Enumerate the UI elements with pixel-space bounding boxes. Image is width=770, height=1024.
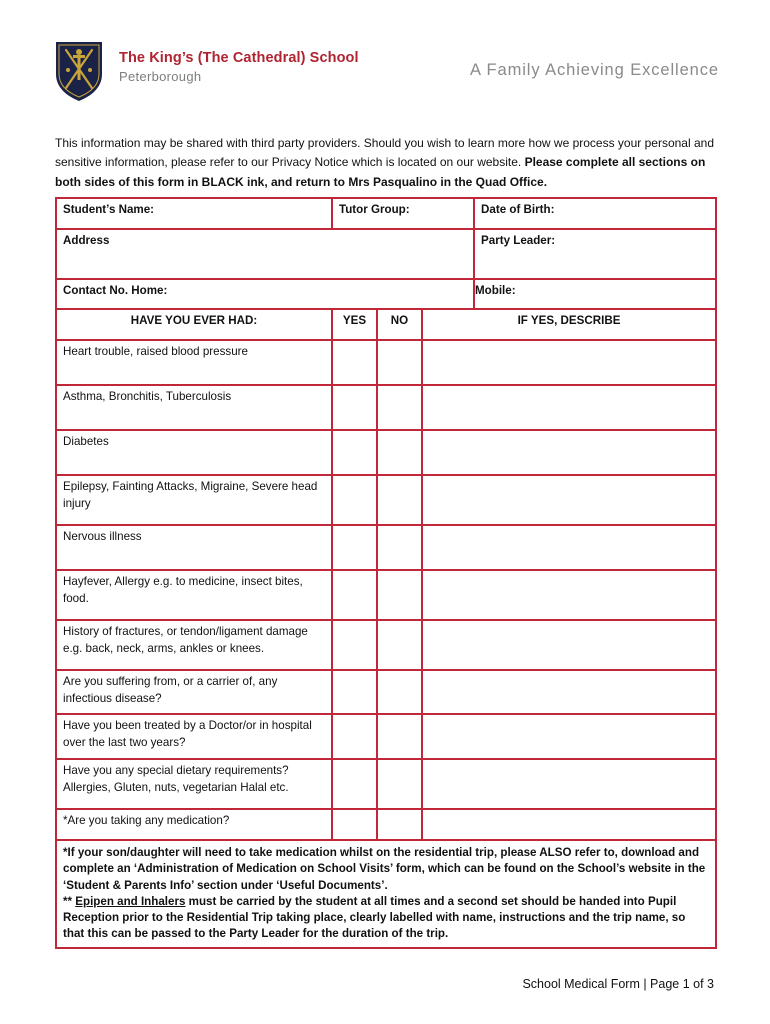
condition-row bbox=[56, 475, 716, 525]
have-you-ever-had-header: HAVE YOU EVER HAD: bbox=[56, 309, 332, 340]
no-checkbox-cell[interactable] bbox=[377, 759, 422, 809]
condition-row bbox=[56, 340, 716, 385]
condition-row bbox=[56, 385, 716, 430]
condition-row bbox=[56, 570, 716, 620]
condition-label: History of fractures, or tendon/ligament damage e.g. back, neck, arms, ankles or knees. bbox=[56, 620, 332, 670]
no-checkbox-cell[interactable] bbox=[377, 620, 422, 670]
epipen-note-underlined: Epipen and Inhalers bbox=[75, 894, 186, 908]
condition-row bbox=[56, 430, 716, 475]
yes-checkbox-cell[interactable] bbox=[332, 525, 377, 570]
epipen-note-prefix: ** bbox=[63, 894, 76, 908]
address-field[interactable]: Address bbox=[56, 229, 474, 279]
condition-row bbox=[56, 809, 716, 840]
yes-checkbox-cell[interactable] bbox=[332, 759, 377, 809]
describe-cell[interactable] bbox=[422, 525, 716, 570]
no-checkbox-cell[interactable] bbox=[377, 385, 422, 430]
condition-label: Epilepsy, Fainting Attacks, Migraine, Severe head injury bbox=[56, 475, 332, 525]
condition-label: Asthma, Bronchitis, Tuberculosis bbox=[56, 385, 332, 430]
yes-checkbox-cell[interactable] bbox=[332, 340, 377, 385]
condition-label: Hayfever, Allergy e.g. to medicine, insect bites, food. bbox=[56, 570, 332, 620]
yes-checkbox-cell[interactable] bbox=[332, 714, 377, 759]
medication-note bbox=[56, 840, 716, 948]
describe-cell[interactable] bbox=[422, 385, 716, 430]
school-motto: A Family Achieving Excellence bbox=[470, 61, 719, 79]
no-checkbox-cell[interactable] bbox=[377, 670, 422, 714]
no-checkbox-cell[interactable] bbox=[377, 714, 422, 759]
party-leader-field[interactable]: Party Leader: bbox=[474, 229, 716, 279]
describe-cell[interactable] bbox=[422, 759, 716, 809]
condition-row bbox=[56, 525, 716, 570]
intro-instruction: Please complete all sections on both sides of this form in BLACK ink, and return to Mrs Pasqualino in the Quad Office. bbox=[55, 155, 706, 189]
describe-cell[interactable] bbox=[422, 620, 716, 670]
condition-label: Are you suffering from, or a carrier of, any infectious disease? bbox=[56, 670, 332, 714]
condition-row bbox=[56, 759, 716, 809]
no-checkbox-cell[interactable] bbox=[377, 570, 422, 620]
yes-checkbox-cell[interactable] bbox=[332, 430, 377, 475]
medication-note-text: *If your son/daughter will need to take medication whilst on the residential trip, please ALSO refer to, download and complete an ‘Administration of Medication on School Visits’ form, which can be found on the School’s website in the ‘Student & Parents Info’ section under ‘Useful Documents’. bbox=[63, 846, 706, 892]
no-checkbox-cell[interactable] bbox=[377, 475, 422, 525]
student-name-field[interactable]: Student’s Name: bbox=[56, 198, 332, 229]
yes-checkbox-cell[interactable] bbox=[332, 670, 377, 714]
describe-cell[interactable] bbox=[422, 475, 716, 525]
page-footer: School Medical Form | Page 1 of 3 bbox=[522, 977, 714, 991]
no-header: NO bbox=[377, 309, 422, 340]
condition-label: *Are you taking any medication? bbox=[56, 809, 332, 840]
school-town: Peterborough bbox=[119, 69, 202, 84]
condition-row bbox=[56, 670, 716, 714]
contact-home-field[interactable]: Contact No. Home: bbox=[56, 279, 474, 309]
describe-cell[interactable] bbox=[422, 570, 716, 620]
yes-checkbox-cell[interactable] bbox=[332, 475, 377, 525]
condition-label: Have you been treated by a Doctor/or in hospital over the last two years? bbox=[56, 714, 332, 759]
condition-label: Nervous illness bbox=[56, 525, 332, 570]
epipen-note-text: must be carried by the student at all times and a second set should be handed into Pupil Reception prior to the Residential Trip taking place, clearly labelled with name, instructions and the trip name, so that this can be passed to the Party Leader for the duration of the trip. bbox=[63, 894, 686, 941]
describe-header: IF YES, DESCRIBE bbox=[422, 309, 716, 340]
describe-cell[interactable] bbox=[422, 809, 716, 840]
epipen-note bbox=[63, 894, 709, 943]
yes-checkbox-cell[interactable] bbox=[332, 570, 377, 620]
describe-cell[interactable] bbox=[422, 340, 716, 385]
condition-row bbox=[56, 714, 716, 759]
describe-cell[interactable] bbox=[422, 430, 716, 475]
yes-checkbox-cell[interactable] bbox=[332, 385, 377, 430]
yes-checkbox-cell[interactable] bbox=[332, 809, 377, 840]
intro-text: This information may be shared with third party providers. Should you wish to learn more how we process your personal and sensitive information, please refer to our Privacy Notice which is located on our website. bbox=[55, 136, 714, 170]
condition-row bbox=[56, 620, 716, 670]
condition-label: Heart trouble, raised blood pressure bbox=[56, 340, 332, 385]
condition-label: Diabetes bbox=[56, 430, 332, 475]
school-crest-logo bbox=[54, 40, 104, 102]
intro-paragraph bbox=[55, 134, 717, 192]
describe-cell[interactable] bbox=[422, 714, 716, 759]
mobile-field[interactable]: Mobile: bbox=[474, 279, 716, 309]
no-checkbox-cell[interactable] bbox=[377, 340, 422, 385]
school-name: The King’s (The Cathedral) School bbox=[119, 50, 359, 66]
describe-cell[interactable] bbox=[422, 670, 716, 714]
yes-header: YES bbox=[332, 309, 377, 340]
no-checkbox-cell[interactable] bbox=[377, 809, 422, 840]
yes-checkbox-cell[interactable] bbox=[332, 620, 377, 670]
no-checkbox-cell[interactable] bbox=[377, 525, 422, 570]
condition-label: Have you any special dietary requirements? Allergies, Gluten, nuts, vegetarian Halal etc. bbox=[56, 759, 332, 809]
tutor-group-field[interactable]: Tutor Group: bbox=[332, 198, 474, 229]
date-of-birth-field[interactable]: Date of Birth: bbox=[474, 198, 716, 229]
no-checkbox-cell[interactable] bbox=[377, 430, 422, 475]
medical-form-table bbox=[55, 197, 717, 949]
